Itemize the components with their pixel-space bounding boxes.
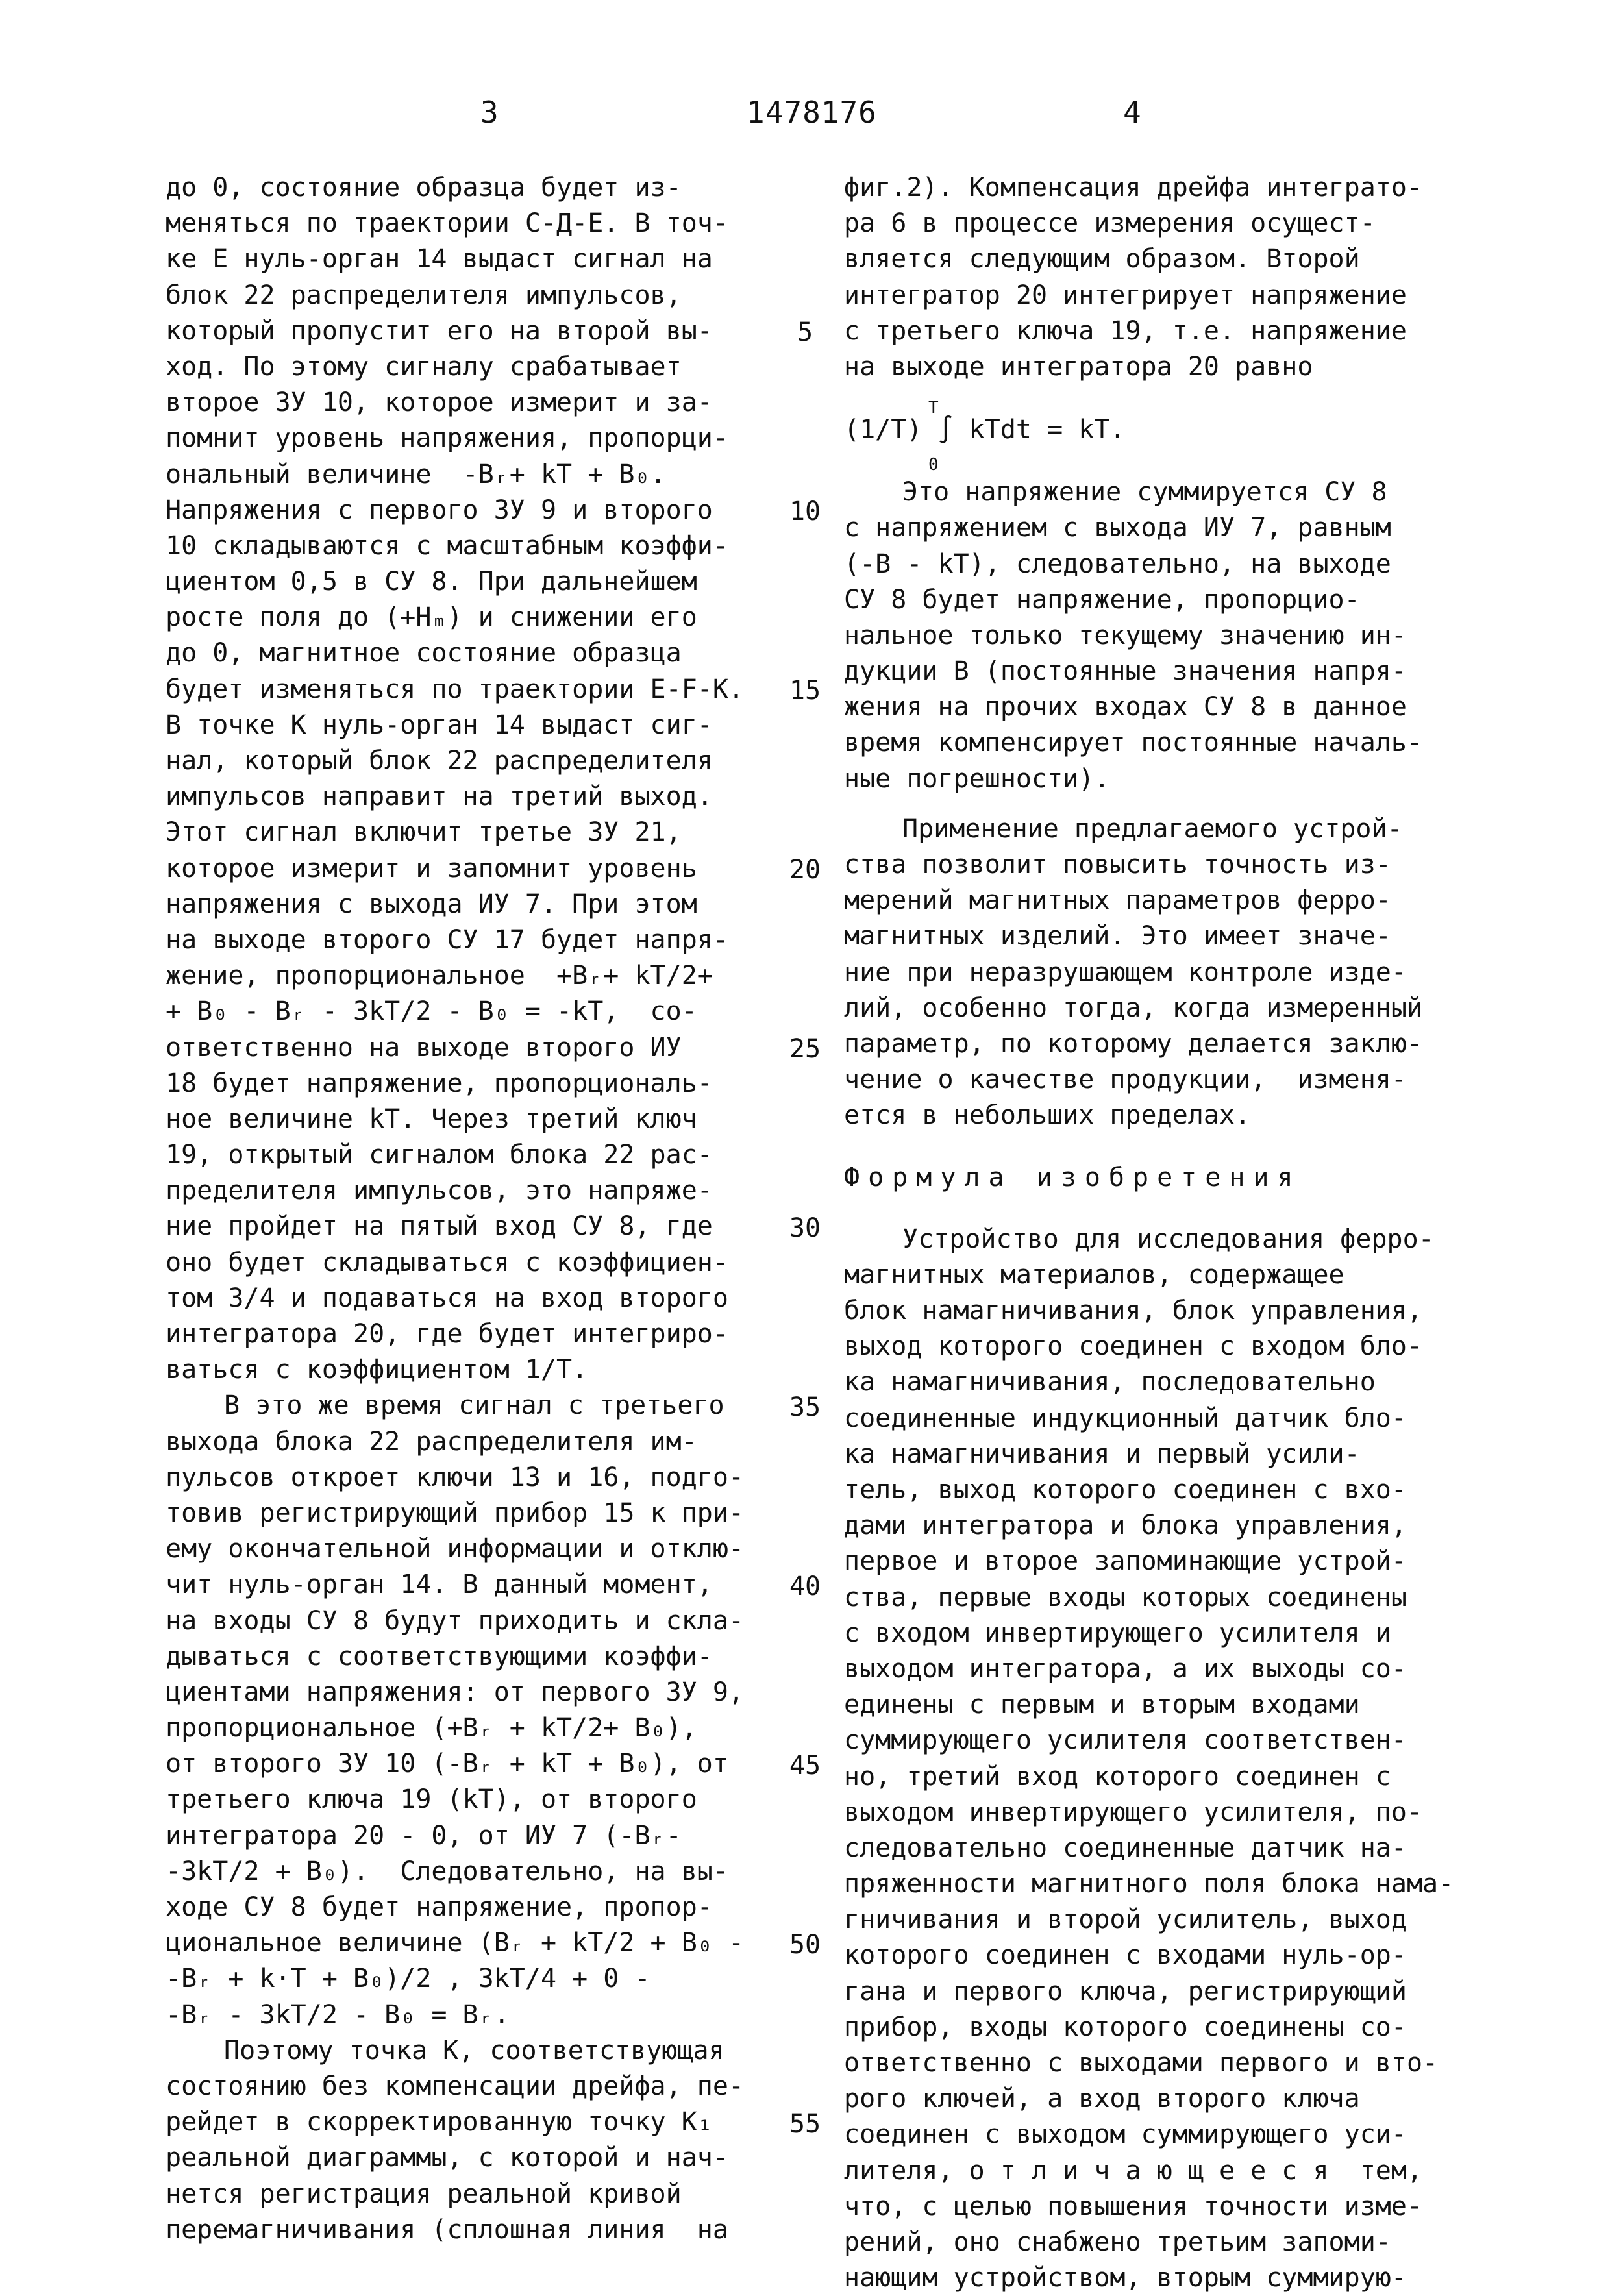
text-line: ра 6 в процессе измерения осущест- bbox=[844, 206, 1441, 241]
text-line: интегратора 20, где будет интегриро- bbox=[166, 1316, 815, 1352]
text-line: параметр, по которому делается заклю- bbox=[844, 1026, 1441, 1062]
text-line: реальной диаграммы, с которой и нач- bbox=[166, 2140, 815, 2176]
text-line: суммирующего усилителя соответствен- bbox=[844, 1723, 1441, 1759]
text-line: помнит уровень напряжения, пропорци- bbox=[166, 421, 815, 456]
text-line: выход которого соединен с входом бло- bbox=[844, 1329, 1441, 1364]
text-line: гана и первого ключа, регистрирующий bbox=[844, 1974, 1441, 2010]
text-line: жения на прочих входах СУ 8 в данное bbox=[844, 689, 1441, 725]
text-line: магнитных материалов, содержащее bbox=[844, 1257, 1441, 1293]
text-line: фиг.2). Компенсация дрейфа интеграто- bbox=[844, 170, 1441, 206]
left-page-number: 3 bbox=[480, 97, 499, 127]
text-line: до 0, магнитное состояние образца bbox=[166, 636, 815, 671]
text-line: соединенные индукционный датчик бло- bbox=[844, 1401, 1441, 1437]
text-line: ка намагничивания и первый усили- bbox=[844, 1437, 1441, 1472]
line-number: 35 bbox=[779, 1392, 831, 1422]
line-number: 10 bbox=[779, 497, 831, 526]
text-line: рений, оно снабжено третьим запоми- bbox=[844, 2225, 1441, 2260]
text-line: 18 будет напряжение, пропорциональ- bbox=[166, 1066, 815, 1102]
line-number: 50 bbox=[779, 1930, 831, 1960]
text-line: 10 складываются с масштабным коэффи- bbox=[166, 528, 815, 564]
text-line: ства, первые входы которых соединены bbox=[844, 1580, 1441, 1616]
text-line: (-B - kT), следовательно, на выходе bbox=[844, 547, 1441, 582]
text-line: Устройство для исследования ферро- bbox=[844, 1222, 1441, 1257]
line-number: 25 bbox=[779, 1034, 831, 1064]
text-line: СУ 8 будет напряжение, пропорцио- bbox=[844, 582, 1441, 618]
text-line: Это напряжение суммируется СУ 8 bbox=[844, 475, 1441, 510]
text-line: ответственно на выходе второго ИУ bbox=[166, 1030, 815, 1066]
text-line: нающим устройством, вторым суммирую- bbox=[844, 2260, 1441, 2296]
text-line: импульсов направит на третий выход. bbox=[166, 779, 815, 815]
line-number: 45 bbox=[779, 1751, 831, 1781]
text-line: ка намагничивания, последовательно bbox=[844, 1364, 1441, 1400]
right-page-number: 4 bbox=[1123, 97, 1141, 127]
left-column bbox=[166, 170, 815, 2248]
text-line: Этот сигнал включит третье ЗУ 21, bbox=[166, 815, 815, 850]
text-line: ние пройдет на пятый вход СУ 8, где bbox=[166, 1209, 815, 1244]
text-line: соединен с выходом суммирующего уси- bbox=[844, 2117, 1441, 2153]
text-line: на входы СУ 8 будут приходить и скла- bbox=[166, 1603, 815, 1639]
text-line: Напряжения с первого ЗУ 9 и второго bbox=[166, 493, 815, 528]
text-line: вляется следующим образом. Второй bbox=[844, 241, 1441, 277]
text-line: росте поля до (+Hₘ) и снижении его bbox=[166, 600, 815, 636]
text-line: интегратора 20 - 0, от ИУ 7 (-Bᵣ- bbox=[166, 1818, 815, 1854]
text-line: циентами напряжения: от первого ЗУ 9, bbox=[166, 1675, 815, 1710]
text-line: будет изменяться по траектории E-F-K. bbox=[166, 672, 815, 708]
text-line: выходом интегратора, а их выходы со- bbox=[844, 1651, 1441, 1687]
text-line: на выходе интегратора 20 равно bbox=[844, 349, 1441, 385]
text-line: ется в небольших пределах. bbox=[844, 1098, 1441, 1133]
text-line: но, третий вход которого соединен с bbox=[844, 1759, 1441, 1795]
text-line: ответственно с выходами первого и вто- bbox=[844, 2045, 1441, 2081]
line-number: 5 bbox=[779, 317, 831, 347]
text-line: с напряжением с выхода ИУ 7, равным bbox=[844, 510, 1441, 546]
claims-heading: Формула изобретения bbox=[844, 1160, 1441, 1196]
text-line: пропорциональное (+Bᵣ + kT/2+ B₀), bbox=[166, 1710, 815, 1746]
text-line: пульсов откроет ключи 13 и 16, подго- bbox=[166, 1460, 815, 1496]
text-line: второе ЗУ 10, которое измерит и за- bbox=[166, 385, 815, 421]
text-line: оно будет складываться с коэффициен- bbox=[166, 1245, 815, 1281]
text-line: дами интегратора и блока управления, bbox=[844, 1508, 1441, 1544]
text-line: том 3/4 и подаваться на вход второго bbox=[166, 1281, 815, 1316]
text-line: на выходе второго СУ 17 будет напря- bbox=[166, 922, 815, 958]
text-line: ные погрешности). bbox=[844, 761, 1441, 797]
text-line: гничивания и второй усилитель, выход bbox=[844, 1902, 1441, 1938]
patent-number: 1478176 bbox=[747, 97, 877, 127]
text-line: циональное величине (Bᵣ + kT/2 + B₀ - bbox=[166, 1925, 815, 1961]
integral-formula bbox=[844, 393, 1441, 471]
text-line: рого ключей, а вход второго ключа bbox=[844, 2081, 1441, 2117]
text-line: с третьего ключа 19, т.е. напряжение bbox=[844, 314, 1441, 349]
text-line: В точке К нуль-орган 14 выдаст сиг- bbox=[166, 708, 815, 743]
text-line: нал, который блок 22 распределителя bbox=[166, 743, 815, 779]
text-line: что, с целью повышения точности изме- bbox=[844, 2189, 1441, 2225]
text-line: -Bᵣ - 3kT/2 - B₀ = Bᵣ. bbox=[166, 1997, 815, 2033]
line-number: 30 bbox=[779, 1213, 831, 1243]
text-line: рейдет в скорректированную точку K₁ bbox=[166, 2105, 815, 2140]
text-line: ства позволит повысить точность из- bbox=[844, 847, 1441, 883]
text-line: который пропустит его на второй вы- bbox=[166, 314, 815, 349]
text-line: магнитных изделий. Это имеет значе- bbox=[844, 919, 1441, 954]
text-line: Применение предлагаемого устрой- bbox=[844, 811, 1441, 847]
text-line: лителя, о т л и ч а ю щ е е с я тем, bbox=[844, 2153, 1441, 2189]
text-line: следовательно соединенные датчик на- bbox=[844, 1831, 1441, 1866]
text-line: нальное только текущему значению ин- bbox=[844, 618, 1441, 654]
text-line: тель, выход которого соединен с вхо- bbox=[844, 1472, 1441, 1508]
text-line: третьего ключа 19 (kT), от второго bbox=[166, 1782, 815, 1818]
text-line: ние при неразрушающем контроле изде- bbox=[844, 955, 1441, 991]
text-line: до 0, состояние образца будет из- bbox=[166, 170, 815, 206]
text-line: чит нуль-орган 14. В данный момент, bbox=[166, 1567, 815, 1603]
text-line: напряжения с выхода ИУ 7. При этом bbox=[166, 887, 815, 922]
text-line: + B₀ - Bᵣ - 3kT/2 - B₀ = -kT, со- bbox=[166, 994, 815, 1030]
text-line: нется регистрация реальной кривой bbox=[166, 2177, 815, 2212]
integral-expression: (1/T) ∫ kTdt = kT. bbox=[844, 412, 1125, 448]
text-line: ход. По этому сигналу срабатывает bbox=[166, 349, 815, 385]
text-line: с входом инвертирующего усилителя и bbox=[844, 1616, 1441, 1651]
line-number: 15 bbox=[779, 676, 831, 706]
integral-upper-limit: T bbox=[928, 390, 939, 426]
text-line: ему окончательной информации и отклю- bbox=[166, 1531, 815, 1567]
right-column bbox=[844, 170, 1441, 2296]
text-line: дываться с соответствующими коэффи- bbox=[166, 1639, 815, 1675]
text-line: В это же время сигнал с третьего bbox=[166, 1388, 815, 1424]
text-line: время компенсирует постоянные началь- bbox=[844, 725, 1441, 761]
text-line: интегратор 20 интегрирует напряжение bbox=[844, 278, 1441, 314]
text-line: ваться с коэффициентом 1/T. bbox=[166, 1352, 815, 1388]
text-line: первое и второе запоминающие устрой- bbox=[844, 1544, 1441, 1579]
text-line: меняться по траектории С-Д-Е. В точ- bbox=[166, 206, 815, 241]
text-line: ное величине kT. Через третий ключ bbox=[166, 1102, 815, 1137]
text-line: состоянию без компенсации дрейфа, пе- bbox=[166, 2069, 815, 2105]
text-line: выходом инвертирующего усилителя, по- bbox=[844, 1795, 1441, 1831]
text-line: -Bᵣ + k·T + B₀)/2 , 3kT/4 + 0 - bbox=[166, 1961, 815, 1997]
text-line: -3kT/2 + B₀). Следовательно, на вы- bbox=[166, 1854, 815, 1890]
text-line: блок намагничивания, блок управления, bbox=[844, 1293, 1441, 1329]
text-line: перемагничивания (сплошная линия на bbox=[166, 2212, 815, 2248]
line-number: 55 bbox=[779, 2109, 831, 2139]
line-number: 40 bbox=[779, 1572, 831, 1601]
text-line: жение, пропорциональное +Bᵣ+ kT/2+ bbox=[166, 958, 815, 994]
text-line: циентом 0,5 в СУ 8. При дальнейшем bbox=[166, 564, 815, 600]
text-line: ке Е нуль-орган 14 выдаст сигнал на bbox=[166, 241, 815, 277]
text-line: лий, особенно тогда, когда измеренный bbox=[844, 991, 1441, 1026]
text-line: пределителя импульсов, это напряже- bbox=[166, 1173, 815, 1209]
text-line: которого соединен с входами нуль-ор- bbox=[844, 1938, 1441, 1973]
text-line: дукции B (постоянные значения напря- bbox=[844, 654, 1441, 689]
text-line: выхода блока 22 распределителя им- bbox=[166, 1424, 815, 1460]
text-line: 19, открытый сигналом блока 22 рас- bbox=[166, 1137, 815, 1173]
text-line: товив регистрирующий прибор 15 к при- bbox=[166, 1496, 815, 1531]
text-line: от второго ЗУ 10 (-Bᵣ + kT + B₀), от bbox=[166, 1746, 815, 1782]
text-line: пряженности магнитного поля блока нама- bbox=[844, 1866, 1441, 1902]
text-line: единены с первым и вторым входами bbox=[844, 1687, 1441, 1723]
text-line: которое измерит и запомнит уровень bbox=[166, 851, 815, 887]
text-line: Поэтому точка К, соответствующая bbox=[166, 2033, 815, 2069]
text-line: чение о качестве продукции, изменя- bbox=[844, 1062, 1441, 1098]
text-line: ходе СУ 8 будет напряжение, пропор- bbox=[166, 1890, 815, 1925]
integral-lower-limit: 0 bbox=[928, 447, 939, 483]
text-line: мерений магнитных параметров ферро- bbox=[844, 883, 1441, 919]
line-number: 20 bbox=[779, 855, 831, 885]
text-line: прибор, входы которого соединены со- bbox=[844, 2010, 1441, 2045]
text-line: ональный величине -Bᵣ+ kT + B₀. bbox=[166, 457, 815, 493]
text-line: блок 22 распределителя импульсов, bbox=[166, 278, 815, 314]
